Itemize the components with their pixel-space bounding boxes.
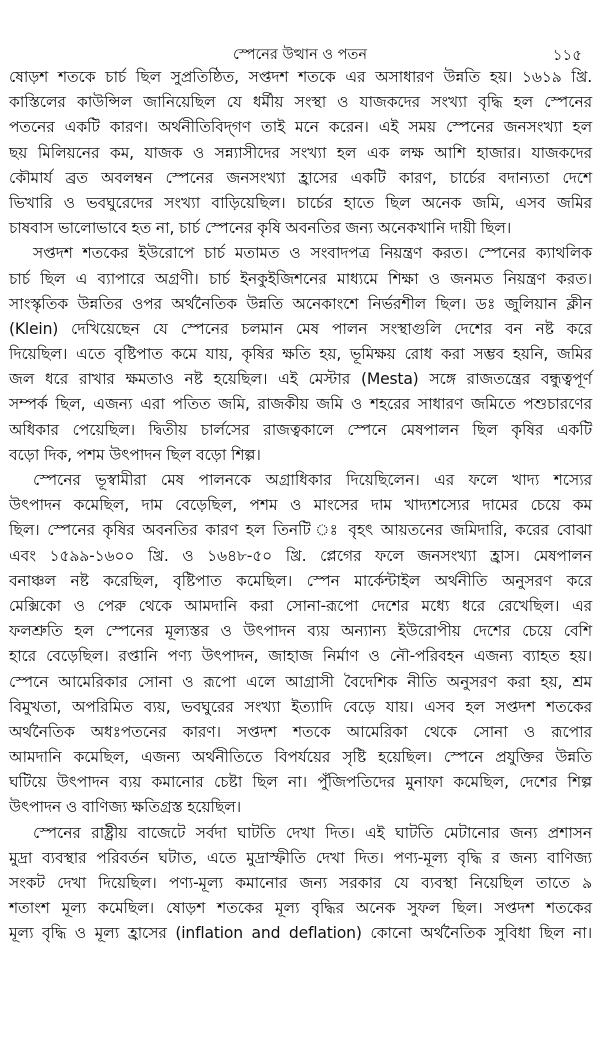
text-line: ভিখারি ও ভবঘুরেদের সংখ্যা বাড়িয়েছিল। চার্চের হাতে ছিল অনেক জমি, এসব জমির xyxy=(9,193,592,212)
text-line: দিয়েছিল। এতে বৃষ্টিপাত কমে যায়, কৃষির ক্ষতি হয়, ভূমিক্ষয় রোধ করা সম্ভব হয়নি, জমির xyxy=(9,345,592,364)
paragraph-start-line: স্পেনের ভূস্বামীরা মেষ পালনকে অগ্রাধিকার দিয়েছিলেন। এর ফলে খাদ্য শস্যের xyxy=(33,471,592,489)
text-line: কাস্তিলের কাউন্সিল জানিয়েছিল যে ধর্মীয় সংস্থা ও যাজকদের সংখ্যা বৃদ্ধি হল স্পেনের xyxy=(9,93,592,112)
text-line: ছিল। স্পেনের কৃষির অবনতির কারণ হল তিনটি ঃ বৃহৎ আয়তনের জমিদারি, করের বোঝা xyxy=(9,521,592,540)
running-title: স্পেনের উত্থান ও পতন xyxy=(232,47,368,63)
paragraph-start-line: স্পেনের রাষ্ট্রীয় বাজেটে সর্বদা ঘাটতি দেখা দিত। এই ঘাটতি মেটানোর জন্য প্রশাসন xyxy=(33,823,592,842)
text-line: ফলশ্রুতি হল স্পেনের মূল্যস্তর ও উৎপাদন ব্যয় অন্যান্য ইউরোপীয় দেশের চেয়ে বেশি xyxy=(9,622,592,641)
text-line: মেক্সিকো ও পেরু থেকে আমদানি করা সোনা-রূপো দেশের মধ্যে ধরে রেখেছিল। এর xyxy=(9,596,592,615)
text-line: আমদানি কমেছিল, এজন্য অর্থনীতিতে বিপর্যয়ের সৃষ্টি হয়েছিল। স্পেনে প্রযুক্তির উন্নতি xyxy=(9,748,592,767)
text-line: ঘটিয়ে উৎপাদন ব্যয় কমানোর চেষ্টা ছিল না। পুঁজিপতিদের মুনাফা কমেছিল, দেশের শিল্প xyxy=(9,773,592,792)
text-line: অর্থনৈতিক অধঃপতনের কারণ। সপ্তদশ শতকে আমেরিকা থেকে সোনা ও রূপোর xyxy=(9,722,592,741)
text-line: জল ধরে রাখার ক্ষমতাও নষ্ট হয়েছিল। এই মেস্টার (Mesta) সঙ্গে রাজতন্ত্রের বন্ধুত্বপূর্ণ xyxy=(9,370,592,389)
text-line: চাষবাস ভালোভাবে হত না, চার্চ স্পেনের কৃষি অবনতির জন্য অনেকখানি দায়ী ছিল। xyxy=(9,219,512,238)
text-line: শতাংশ মূল্য কমেছিল। ষোড়শ শতকের মূল্য বৃদ্ধির অনেক সুফল ছিল। সপ্তদশ শতকের xyxy=(9,899,592,918)
text-line: বড়ো দিক, পশম উৎপাদন ছিল বড়ো শিল্প। xyxy=(9,445,261,464)
text-line: পতনের একটি কারণ। অর্থনীতিবিদ্‌গণ তাই মনে করেন। এই সময় স্পেনের জনসংখ্যা হল xyxy=(9,118,592,137)
text-line: চার্চ ছিল এ ব্যাপারে অগ্রণী। চার্চ ইনকুইজিশনের মাধ্যমে শিক্ষা ও জনমত নিয়ন্ত্রণ করত। xyxy=(9,269,592,288)
text-line: সম্পর্ক ছিল, এজন্য এরা পতিত জমি, রাজকীয় জমি ও শহরের সাধারণ জমিতে পশুচারণের xyxy=(9,395,592,414)
text-line: অধিকার পেয়েছিল। দ্বিতীয় চার্লসের রাজত্বকালে স্পেনে মেষপালন ছিল কৃষির একটি xyxy=(9,420,592,439)
page-number: ১১৫ xyxy=(552,46,582,64)
text-line: মূল্য বৃদ্ধি ও মূল্য হ্রাসের (inflation and deflation) কোনো অর্থনৈতিক সুবিধা ছিল না। xyxy=(9,924,592,943)
text-line: উৎপাদন কমেছিল, দাম বেড়েছিল, পশম ও মাংসের দাম খাদ্যশস্যের দামের চেয়ে কম xyxy=(9,496,592,515)
text-line: হারে বেড়েছিল। রপ্তানি পণ্য উৎপাদন, জাহাজ নির্মাণ ও নৌ-পরিবহন এজন্য ব্যাহত হয়। xyxy=(9,647,592,666)
page-body xyxy=(9,65,592,947)
text-line: (Klein) দেখিয়েছেন যে স্পেনের চলমান মেষ পালন সংস্থাগুলি দেশের বন নষ্ট করে xyxy=(9,319,592,338)
text-line: ষোড়শ শতকে চার্চ ছিল সুপ্রতিষ্ঠিত, সপ্তদশ শতকে এর অসাধারণ উন্নতি হয়। ১৬১৯ খ্রি. xyxy=(9,68,592,86)
text-line: সাংস্কৃতিক উন্নতির ওপর অর্থনৈতিক উন্নতি অনেকাংশে নির্ভরশীল ছিল। ডঃ জুলিয়ান ক্লীন xyxy=(9,294,592,313)
text-line: কৌমার্য ব্রত অবলম্বন স্পেনের জনসংখ্যা হ্রাসের একটি কারণ, চার্চের বদান্যতা দেশে xyxy=(9,168,592,187)
page-header xyxy=(0,42,600,66)
text-line: মুদ্রা ব্যবস্থার পরিবর্তন ঘটাত, এতে মুদ্রাস্ফীতি দেখা দিত। পণ্য-মূল্য বৃদ্ধি র জন্য বাণিজ্য xyxy=(9,848,592,867)
text-line: সংকট দেখা দিয়েছিল। পণ্য-মূল্য কমানোর জন্য সরকার যে ব্যবস্থা নিয়েছিল তাতে ৯ xyxy=(9,874,592,892)
text-line: উৎপাদন ও বাণিজ্য ক্ষতিগ্রস্ত হয়েছিল। xyxy=(9,798,241,817)
text-line: স্পেনে আমেরিকার সোনা ও রূপো এলে আগ্রাসী বৈদেশিক নীতি অনুসরণ করা হয়, শ্রম xyxy=(9,672,592,691)
text-line: বিমুখতা, অপরিমিত ব্যয়, ভবঘুরের সংখ্যা ইত্যাদি বেড়ে যায়। এসব হল সপ্তদশ শতকের xyxy=(9,697,592,716)
text-line: ছয় মিলিয়নের কম, যাজক ও সন্ন্যাসীদের সংখ্যা হল এক লক্ষ আশি হাজার। যাজকদের xyxy=(9,143,592,162)
text-line: বনাঞ্চল নষ্ট করেছিল, বৃষ্টিপাত কমেছিল। স্পেন মার্কেন্টাইল অর্থনীতি অনুসরণ করে xyxy=(9,571,592,590)
text-line: এবং ১৫৯৯-১৬০০ খ্রি. ও ১৬৪৮-৫০ খ্রি. প্লেগের ফলে জনসংখ্যা হ্রাস। মেষপালন xyxy=(9,546,592,565)
paragraph-start-line: সপ্তদশ শতকের ইউরোপে চার্চ মতামত ও সংবাদপত্র নিয়ন্ত্রণ করত। স্পেনের ক্যাথলিক xyxy=(33,244,592,263)
